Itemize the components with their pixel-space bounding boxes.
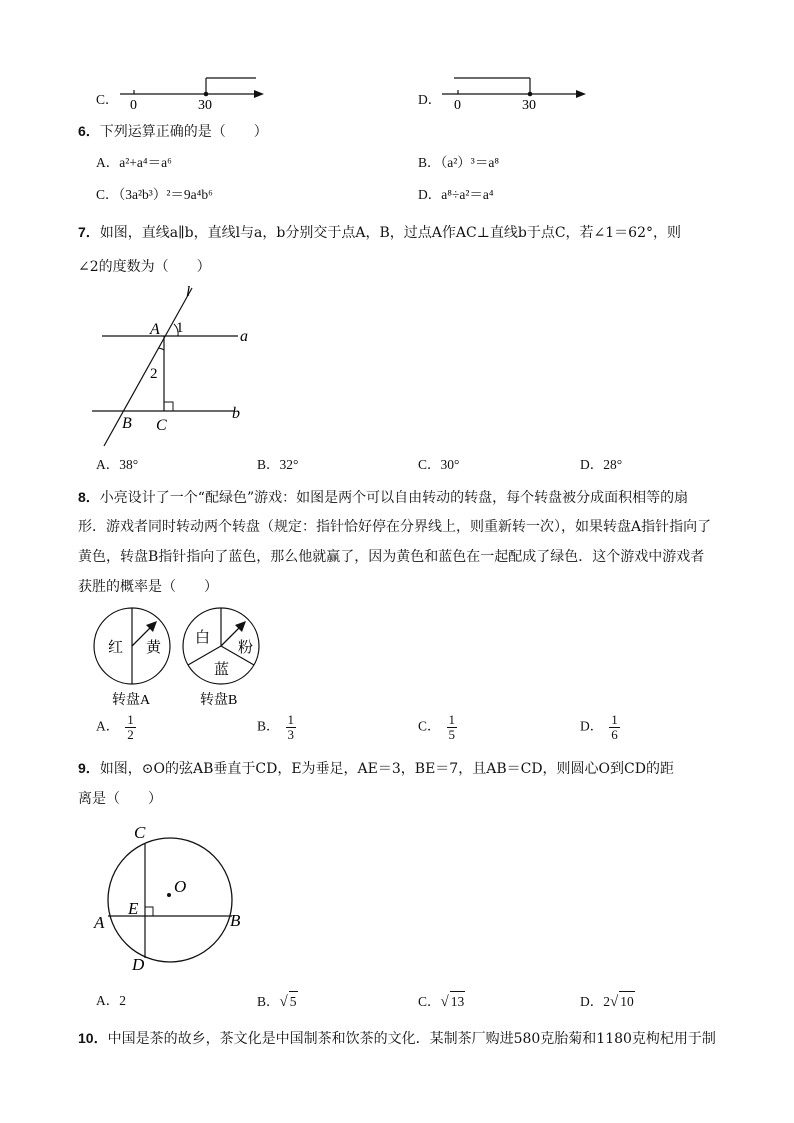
svg-text:白: 白 bbox=[195, 630, 211, 646]
svg-text:粉: 粉 bbox=[238, 640, 254, 656]
q9-option-a[interactable]: A．2 bbox=[96, 993, 126, 1008]
q9-option-b[interactable]: B．√ 5 bbox=[257, 991, 298, 1012]
right-angle-mark bbox=[164, 402, 173, 411]
center-o bbox=[167, 893, 171, 897]
q8-stem-line1: 8．小亮设计了一个“配绿色”游戏：如图是两个可以自由转动的转盘，每个转盘被分成面积相等的扇 bbox=[78, 489, 689, 506]
svg-text:D: D bbox=[132, 955, 145, 974]
spinner-a-caption: 转盘A bbox=[112, 693, 151, 708]
q6-option-d[interactable]: D．a⁸÷a²＝a⁴ bbox=[418, 187, 494, 202]
svg-text:b: b bbox=[232, 405, 240, 422]
q7-option-b[interactable]: B．32° bbox=[257, 457, 299, 472]
svg-text:黄: 黄 bbox=[146, 640, 162, 656]
svg-text:C: C bbox=[134, 823, 146, 842]
q10-stem-line1: 10．中国是茶的故乡，茶文化是中国制茶和饮茶的文化．某制茶厂购进580克胎菊和1180克枸杞用于制 bbox=[78, 1030, 716, 1047]
q7-option-c[interactable]: C．30° bbox=[418, 457, 460, 472]
angle-2-arc bbox=[158, 348, 164, 350]
svg-text:E: E bbox=[128, 899, 139, 918]
line-l bbox=[104, 288, 192, 446]
q9-stem-line2: 离是（ ） bbox=[78, 791, 162, 807]
svg-text:30: 30 bbox=[522, 98, 536, 113]
svg-text:a: a bbox=[240, 328, 248, 345]
spinner-b bbox=[183, 608, 259, 684]
q5-option-d-numberline bbox=[440, 72, 592, 114]
circle-o bbox=[108, 838, 232, 962]
svg-text:2: 2 bbox=[150, 366, 158, 382]
q7-figure bbox=[88, 280, 268, 450]
svg-text:蓝: 蓝 bbox=[214, 662, 230, 678]
q8-stem-line2: 形．游戏者同时转动两个转盘（规定：指针恰好停在分界线上，则重新转一次），如果转盘A指针指向了 bbox=[78, 519, 712, 535]
q9-option-d[interactable]: D．2√ 10 bbox=[580, 991, 635, 1012]
q8-stem-line3: 黄色，转盘B指针指向了蓝色，那么他就赢了，因为黄色和蓝色在一起配成了绿色．这个游戏中游戏者 bbox=[78, 549, 705, 565]
q8-option-d[interactable]: D． $\frac{1}{6}$ bbox=[580, 712, 618, 742]
q8-stem-line4: 获胜的概率是（ ） bbox=[78, 579, 218, 595]
q9-figure bbox=[90, 818, 250, 976]
q9-option-c[interactable]: C．√ 13 bbox=[418, 991, 465, 1012]
svg-text:O: O bbox=[174, 877, 187, 896]
q8-spinners-figure bbox=[90, 606, 272, 710]
svg-text:l: l bbox=[186, 284, 191, 300]
svg-text:A: A bbox=[150, 321, 160, 338]
q9-stem-line1: 9．如图，⊙O的弦AB垂直于CD，E为垂足，AE＝3，BE＝7，且AB＝CD，则圆心O到CD的距 bbox=[78, 760, 674, 777]
q8-option-c[interactable]: C． $\frac{1}{5}$ bbox=[418, 712, 456, 742]
svg-text:红: 红 bbox=[108, 640, 124, 656]
svg-text:A: A bbox=[94, 913, 105, 932]
svg-text:B: B bbox=[230, 911, 241, 930]
svg-text:1: 1 bbox=[176, 320, 184, 336]
q6-option-c[interactable]: C．（3a²b³）²＝9a⁴b⁶ bbox=[96, 187, 213, 202]
tick-label-0: 0 bbox=[130, 98, 137, 113]
q8-option-a[interactable]: A． $\frac{1}{2}$ bbox=[96, 712, 134, 742]
q5-option-d-label: D． bbox=[418, 92, 442, 107]
q7-stem-line2: ∠2的度数为（ ） bbox=[78, 259, 211, 275]
q5-option-c-label: C． bbox=[96, 92, 119, 107]
axis-arrow bbox=[254, 90, 264, 98]
q7-option-a[interactable]: A．38° bbox=[96, 457, 139, 472]
q6-option-a[interactable]: A．a²+a⁴＝a⁶ bbox=[96, 155, 172, 170]
spinner-b-caption: 转盘B bbox=[200, 693, 238, 708]
spinner-a bbox=[94, 608, 170, 684]
q6-option-b[interactable]: B．（a²）³＝a⁸ bbox=[418, 155, 500, 170]
svg-text:0: 0 bbox=[454, 98, 461, 113]
q6-stem: 6．下列运算正确的是（ ） bbox=[78, 123, 268, 140]
q7-option-d[interactable]: D．28° bbox=[580, 457, 623, 472]
svg-text:B: B bbox=[122, 415, 132, 432]
q7-stem-line1: 7．如图，直线a∥b，直线l与a，b分别交于点A，B，过点A作AC⊥直线b于点C，若∠1＝62°，则 bbox=[78, 224, 681, 241]
tick-label-30: 30 bbox=[198, 98, 212, 113]
q8-option-b[interactable]: B． $\frac{1}{3}$ bbox=[257, 712, 295, 742]
q5-option-c-numberline bbox=[118, 72, 270, 114]
svg-text:C: C bbox=[156, 417, 167, 434]
right-angle-mark bbox=[145, 907, 153, 916]
